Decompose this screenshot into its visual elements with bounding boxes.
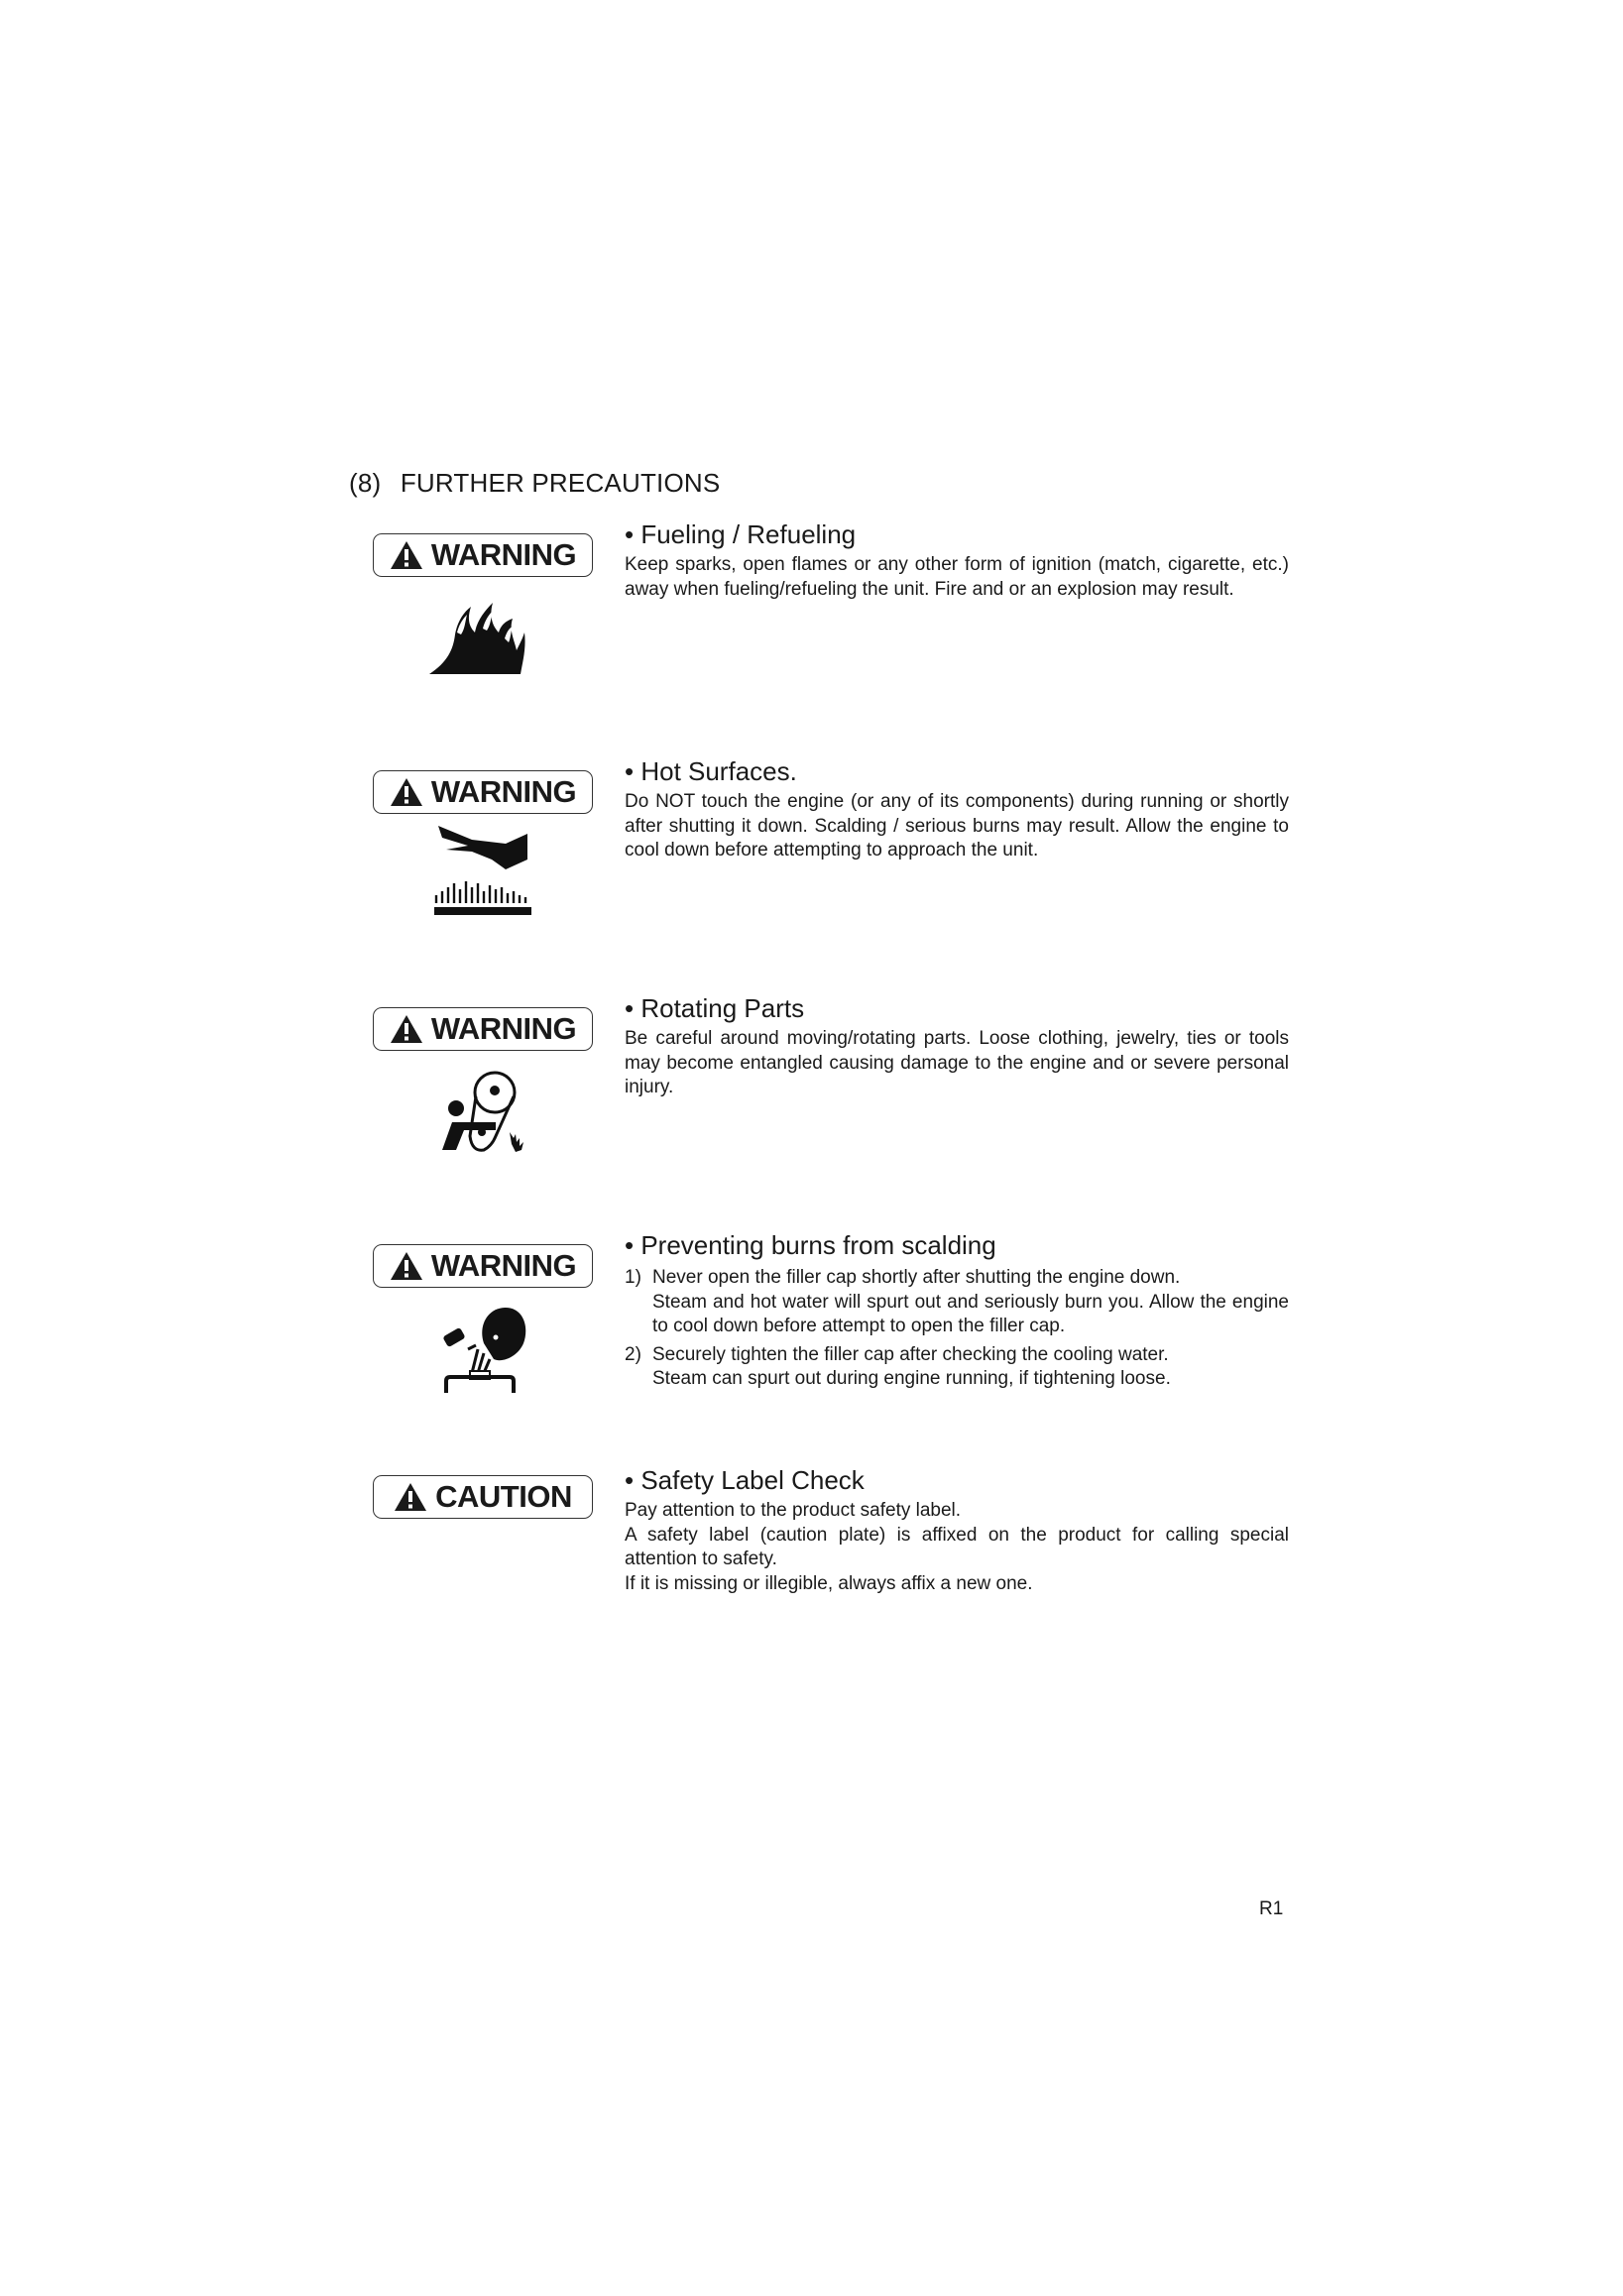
item-body: Keep sparks, open flames or any other form of ignition (match, cigarette, etc.) away when fueling/refueling the unit. Fire and or an explosion may result. xyxy=(625,554,1289,600)
alert-triangle-icon xyxy=(394,1482,427,1512)
list-item: 1) Never open the filler cap shortly after shutting the engine down. Steam and hot water will spurt out and seriously burn you. Allow the engine to cool down before attempt to open the filler cap. xyxy=(625,1267,1289,1336)
item-heading: • Fueling / Refueling xyxy=(625,519,857,549)
item-body: Do NOT touch the engine (or any of its components) during running or shortly after shutting it down. Scalding / serious burns may result. Allow the engine to cool down before attempting to approach the unit. xyxy=(625,791,1289,861)
item-heading: • Preventing burns from scalding xyxy=(625,1230,996,1260)
warning-badge: WARNING xyxy=(373,1244,593,1288)
list-item: 2) Securely tighten the filler cap after checking the cooling water. Steam can spurt out during engine running, if tightening loose. xyxy=(625,1343,1171,1389)
item-heading: • Hot Surfaces. xyxy=(625,756,797,786)
alert-triangle-icon xyxy=(390,1014,423,1044)
rotating-belt-entanglement-icon xyxy=(440,1067,529,1154)
section-title xyxy=(349,468,720,499)
section-number: (8) xyxy=(349,468,382,498)
item-line: A safety label (caution plate) is affixed on the product for calling special attention to safety. xyxy=(625,1524,1289,1569)
warning-badge: WARNING xyxy=(373,1007,593,1051)
alert-triangle-icon xyxy=(390,1251,423,1281)
warning-badge: WARNING xyxy=(373,770,593,814)
hot-surface-hand-icon xyxy=(432,824,535,919)
alert-triangle-icon xyxy=(390,777,423,807)
section-heading: FURTHER PRECAUTIONS xyxy=(400,468,721,498)
caution-badge: CAUTION xyxy=(373,1475,593,1519)
item-heading: • Rotating Parts xyxy=(625,993,805,1023)
item-heading: • Safety Label Check xyxy=(625,1465,865,1495)
steam-scald-filler-cap-icon xyxy=(442,1304,531,1395)
instruction-list xyxy=(625,1266,1289,1392)
item-line: Pay attention to the product safety label. xyxy=(625,1500,962,1521)
item-body: Be careful around moving/rotating parts. Loose clothing, jewelry, ties or tools may become entangled causing damage to the engine and or severe personal injury. xyxy=(625,1028,1289,1097)
page-number: R1 xyxy=(1259,1898,1284,1919)
warning-badge: WARNING xyxy=(373,533,593,577)
alert-triangle-icon xyxy=(390,540,423,570)
fire-icon xyxy=(427,599,526,676)
item-line: If it is missing or illegible, always affix a new one. xyxy=(625,1572,1033,1594)
